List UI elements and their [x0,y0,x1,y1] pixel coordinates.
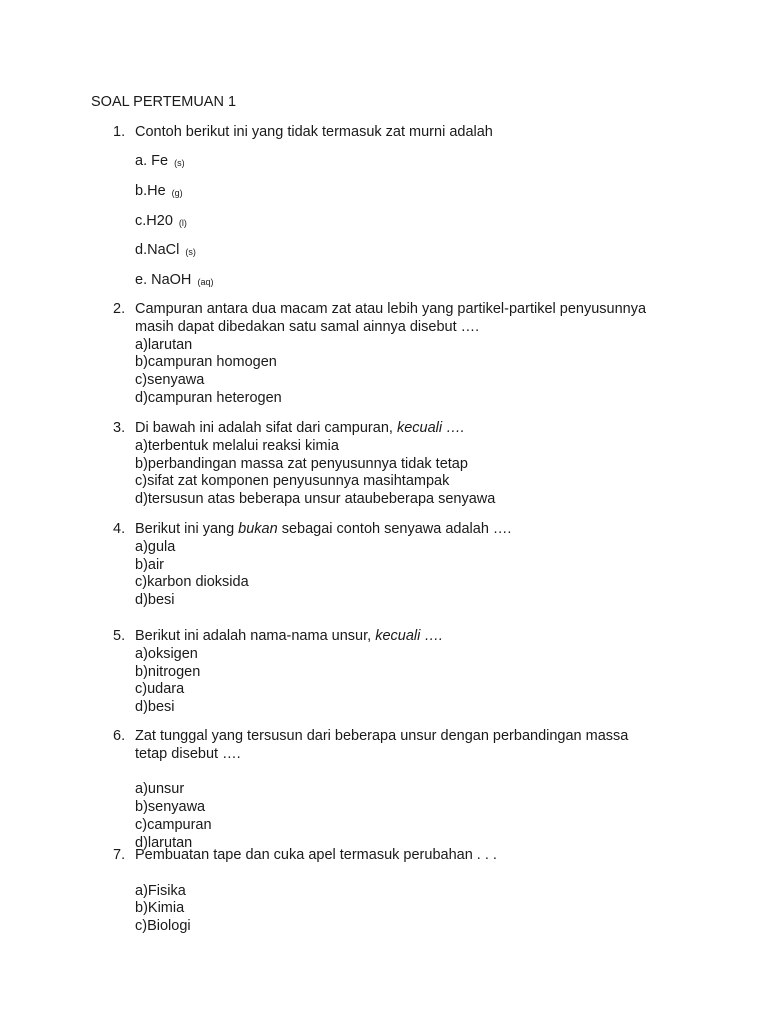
option-b: b)senyawa [135,799,206,816]
option-d: d)besi [135,592,175,609]
option-a: a)terbentuk melalui reaksi kimia [135,437,339,454]
q1-option-c: c.H20 $_{(l)}$ [135,213,187,229]
question-number: 5. [113,628,126,644]
option-b: b)campuran homogen [135,354,277,371]
option-b: b)Kimia [135,900,185,917]
question-text: Berikut ini adalah nama-nama unsur, kecuali …. [135,628,443,644]
question-text: Contoh berikut ini yang tidak termasuk zat murni adalah [135,124,493,140]
question-text-line-2: tetap disebut …. [135,745,241,762]
option-c: c)Biologi [135,918,191,935]
option-b: b)nitrogen [135,663,201,680]
q1-option-d: d.NaCl $_{(s)}$ [135,242,196,258]
question-number: 2. [113,301,126,317]
option-d: d)tersusun atas beberapa unsur ataubeberapa senyawa [135,491,496,508]
option-a: a)unsur [135,781,185,798]
option-b: b)air [135,556,165,573]
option-d: d)besi [135,699,175,716]
option-c: c)campuran [135,816,212,833]
option-d: d)larutan [135,834,193,851]
question-number: 1. [113,124,126,140]
option-a: a)larutan [135,336,193,353]
question-number: 3. [113,420,126,436]
option-c: c)senyawa [135,372,205,389]
option-b: b)perbandingan massa zat penyusunnya tidak tetap [135,455,468,472]
question-number: 7. [113,847,126,863]
q1-option-e: e. NaOH $_{(aq)}$ [135,272,214,288]
option-d: d)campuran heterogen [135,389,282,406]
question-text: Pembuatan tape dan cuka apel termasuk perubahan . . . [135,847,497,863]
option-c: c)sifat zat komponen penyusunnya masihtampak [135,473,450,490]
question-text-line-2: masih dapat dibedakan satu samal ainnya disebut …. [135,318,480,335]
question-number: 6. [113,728,126,744]
question-text: Berikut ini yang bukan sebagai contoh senyawa adalah …. [135,521,512,537]
question-text-line-1: Zat tunggal yang tersusun dari beberapa unsur dengan perbandingan massa [135,728,629,744]
option-c: c)karbon dioksida [135,574,249,591]
q1-option-a: a. Fe $_{(s)}$ [135,153,185,169]
option-c: c)udara [135,681,185,698]
page-title: SOAL PERTEMUAN 1 [91,94,237,110]
question-text: Di bawah ini adalah sifat dari campuran, kecuali …. [135,420,465,436]
option-a: a)Fisika [135,882,186,899]
question-number: 4. [113,521,126,537]
question-text-line-1: Campuran antara dua macam zat atau lebih yang partikel-partikel penyusunnya [135,301,647,317]
q1-option-b: b.He $_{(g)}$ [135,183,183,199]
option-a: a)gula [135,538,176,555]
option-a: a)oksigen [135,645,198,662]
